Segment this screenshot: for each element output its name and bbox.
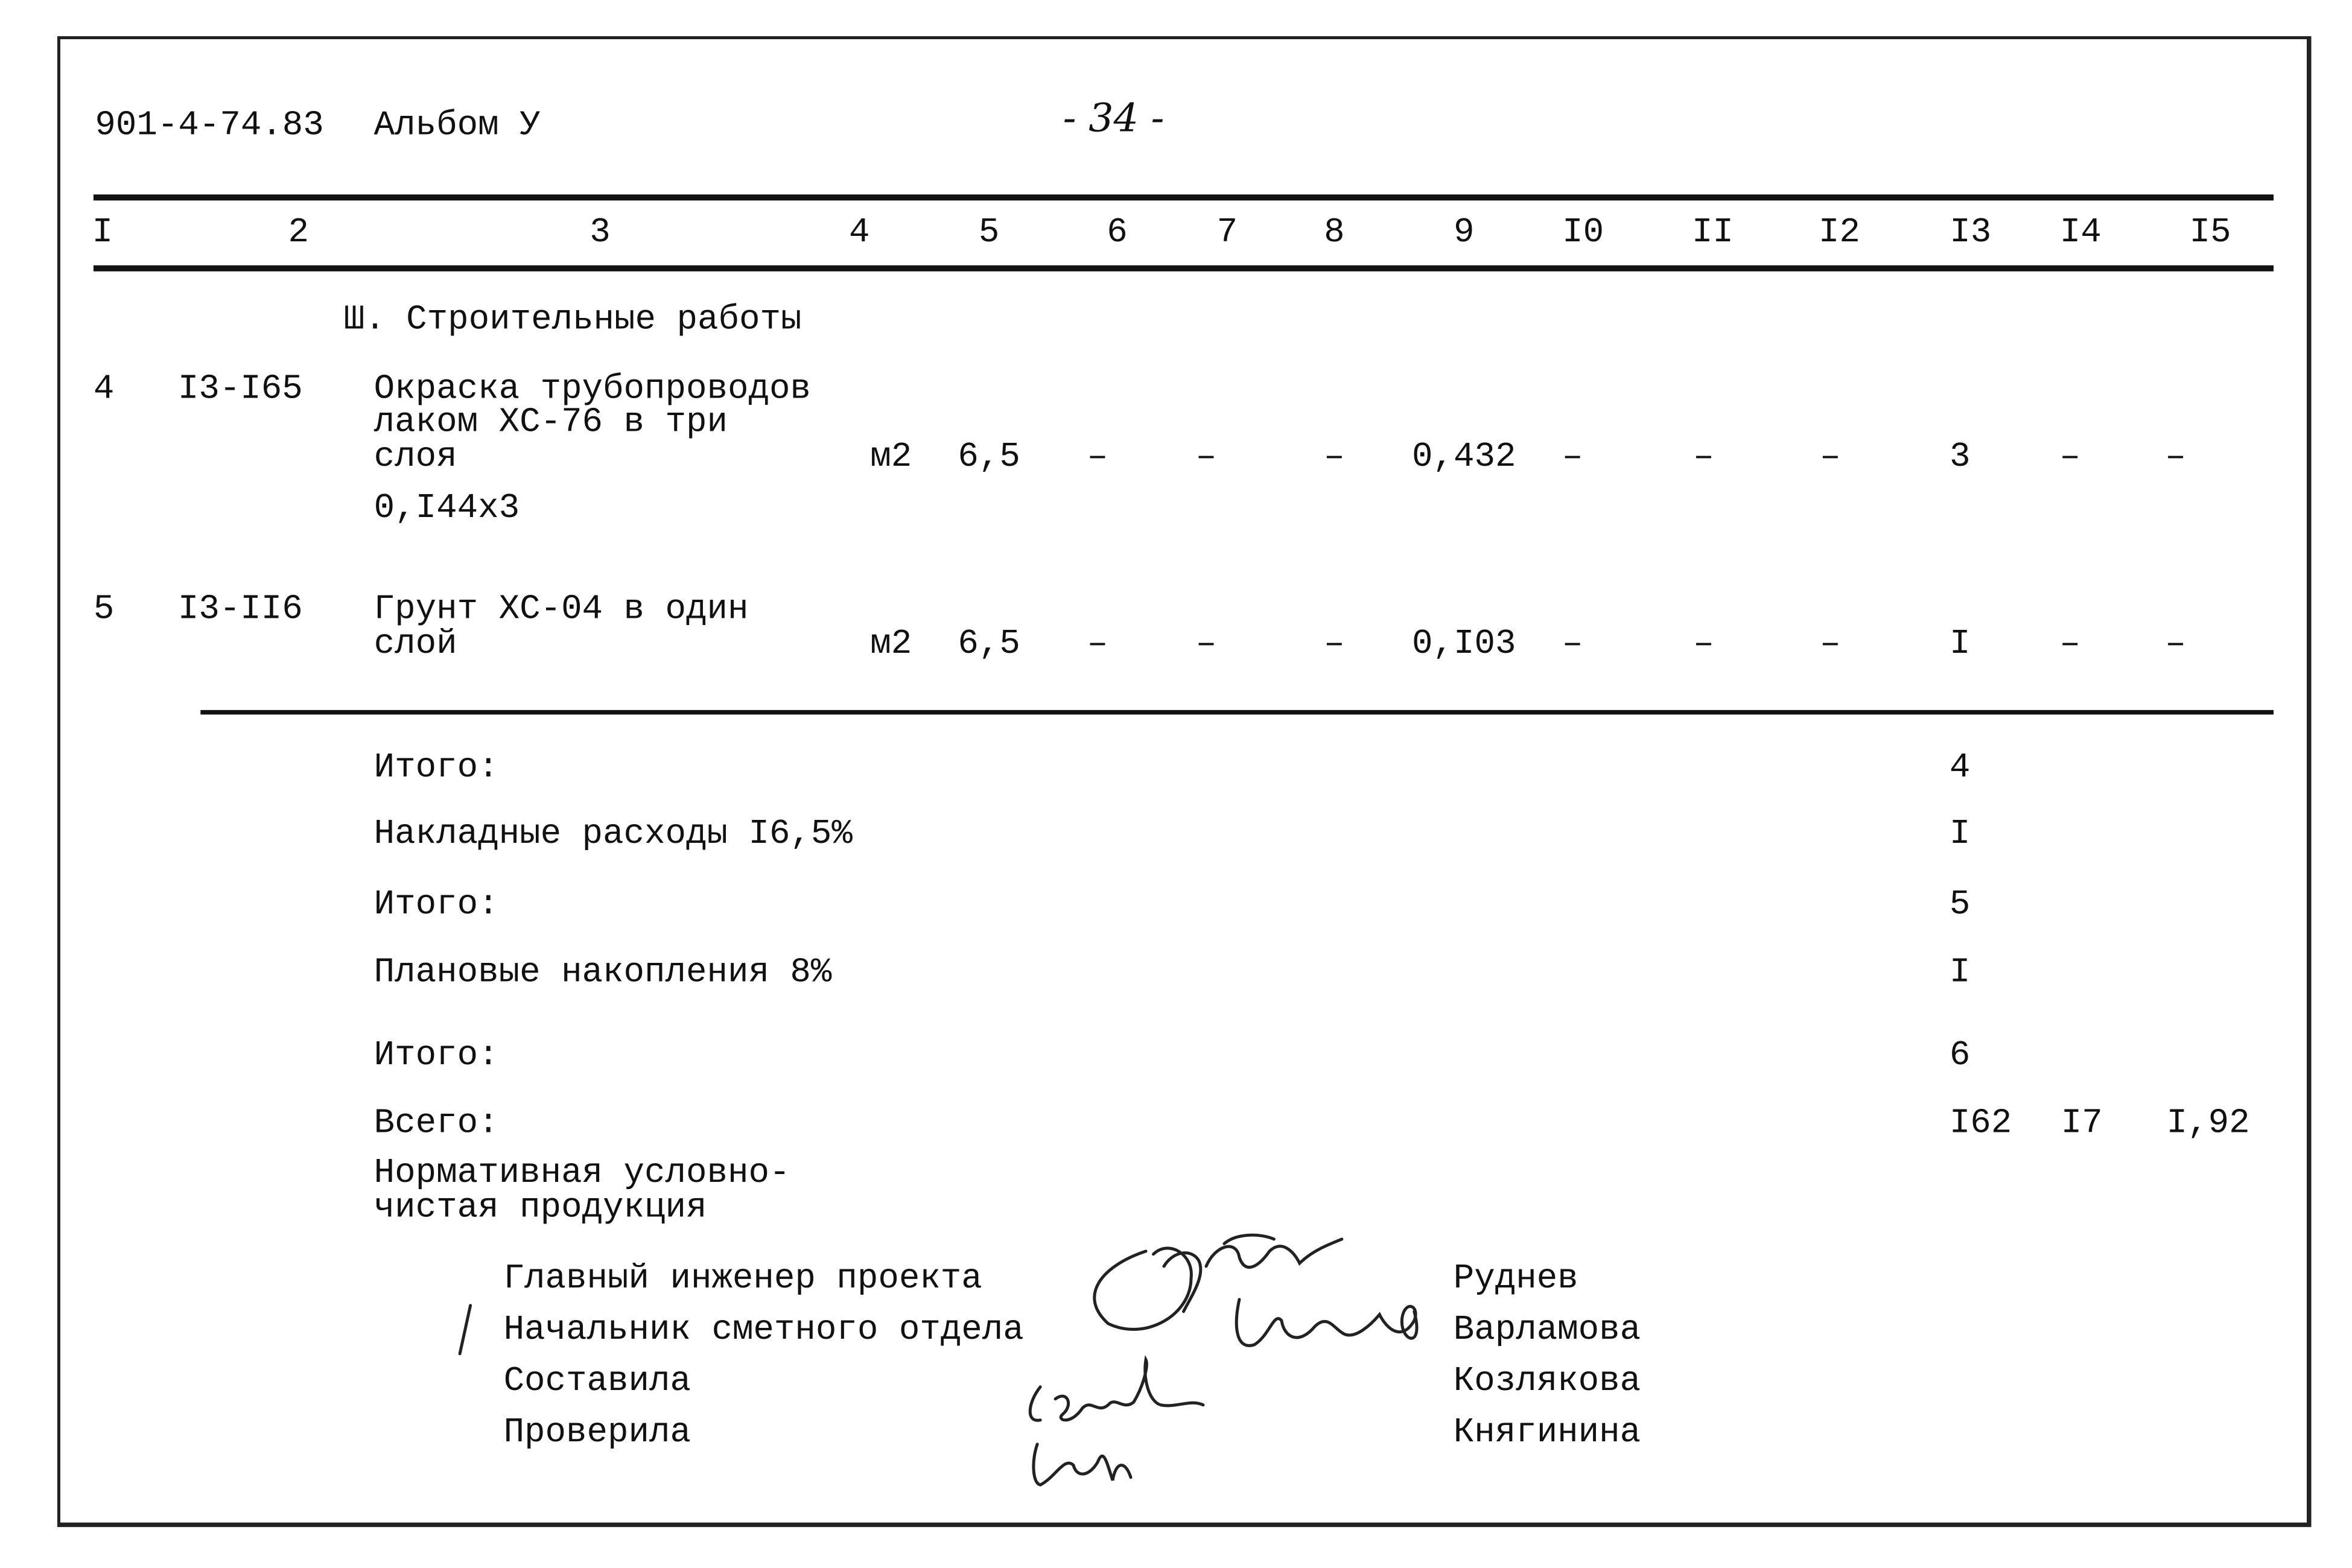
doc-code: 901-4-74.83 bbox=[95, 105, 324, 145]
value-cell: – bbox=[1562, 437, 1583, 477]
signature bbox=[1034, 1444, 1131, 1485]
value-cell: 3 bbox=[1950, 437, 1971, 477]
unit-cell: м2 bbox=[870, 624, 912, 664]
description-line: лаком ХС-76 в три bbox=[373, 402, 728, 442]
column-number: 6 bbox=[1107, 212, 1128, 252]
column-number: I5 bbox=[2189, 212, 2231, 252]
signature bbox=[1095, 1235, 1342, 1329]
signature-role: Начальник сметного отдела bbox=[503, 1310, 1024, 1350]
signature bbox=[1236, 1300, 1417, 1346]
column-number: 3 bbox=[590, 212, 611, 252]
totals-value: I bbox=[1949, 953, 1971, 992]
signature-name: Козлякова bbox=[1453, 1361, 1641, 1401]
totals-value: I,92 bbox=[2166, 1103, 2250, 1143]
value-cell: – bbox=[2165, 624, 2186, 664]
column-number: I bbox=[92, 212, 113, 252]
column-number: I3 bbox=[1950, 212, 1992, 252]
value-cell: – bbox=[1693, 437, 1714, 477]
value-cell: – bbox=[1195, 624, 1217, 664]
signature-role: Главный инженер проекта bbox=[503, 1259, 982, 1298]
value-cell: 0,432 bbox=[1412, 437, 1516, 477]
totals-value: I7 bbox=[2061, 1103, 2103, 1143]
row-number: 4 bbox=[93, 369, 115, 409]
signature-name: Руднев bbox=[1453, 1259, 1578, 1298]
value-cell: – bbox=[2165, 437, 2186, 477]
value-cell: – bbox=[1195, 437, 1217, 477]
signature bbox=[1030, 1360, 1203, 1420]
value-cell: – bbox=[1562, 624, 1583, 664]
value-cell: – bbox=[1693, 624, 1714, 664]
totals-value: 6 bbox=[1949, 1035, 1971, 1075]
value-cell: – bbox=[2059, 624, 2080, 664]
totals-label: Накладные расходы I6,5% bbox=[373, 814, 853, 854]
column-number: 2 bbox=[288, 212, 309, 252]
unit-cell: м2 bbox=[870, 437, 912, 477]
norm-code: I3-II6 bbox=[177, 589, 303, 629]
signature-role: Составила bbox=[503, 1361, 691, 1401]
column-number: I0 bbox=[1562, 212, 1604, 252]
totals-value: 5 bbox=[1949, 884, 1971, 924]
quantity-cell: 6,5 bbox=[958, 624, 1020, 664]
album-label: Альбом У bbox=[373, 105, 541, 145]
column-number: I4 bbox=[2059, 212, 2102, 252]
column-number: I2 bbox=[1818, 212, 1860, 252]
description-line: слоя bbox=[373, 437, 457, 477]
column-number: II bbox=[1692, 212, 1734, 252]
totals-label: Итого: bbox=[373, 884, 499, 924]
page-number: - 34 - bbox=[1063, 96, 1165, 142]
value-cell: I bbox=[1950, 624, 1971, 664]
row-number: 5 bbox=[93, 589, 115, 629]
totals-label: Нормативная условно- bbox=[373, 1153, 790, 1193]
value-cell: – bbox=[1087, 624, 1108, 664]
signature-name: Княгинина bbox=[1453, 1412, 1641, 1452]
section-title: Ш. Строительные работы bbox=[343, 300, 802, 340]
value-cell: – bbox=[1324, 437, 1345, 477]
signature bbox=[460, 1306, 470, 1354]
column-number: 5 bbox=[978, 212, 1000, 252]
value-cell: – bbox=[1087, 437, 1108, 477]
description-line: Грунт ХС-04 в один bbox=[373, 589, 749, 629]
totals-label: Всего: bbox=[373, 1103, 499, 1143]
norm-code: I3-I65 bbox=[177, 369, 303, 409]
column-number: 7 bbox=[1216, 212, 1238, 252]
totals-value: I bbox=[1949, 814, 1971, 854]
value-cell: – bbox=[1820, 624, 1841, 664]
totals-label: чистая продукция bbox=[373, 1187, 707, 1227]
column-number: 8 bbox=[1324, 212, 1345, 252]
totals-value: I62 bbox=[1949, 1103, 2012, 1143]
totals-label: Итого: bbox=[373, 1035, 499, 1075]
description-line: Окраска трубопроводов bbox=[373, 369, 811, 409]
value-cell: – bbox=[1324, 624, 1345, 664]
signature-name: Варламова bbox=[1453, 1310, 1641, 1350]
value-cell: – bbox=[1820, 437, 1841, 477]
description-line: слой bbox=[373, 624, 457, 664]
quantity-cell: 6,5 bbox=[958, 437, 1020, 477]
totals-value: 4 bbox=[1949, 747, 1971, 787]
value-cell: 0,I03 bbox=[1412, 624, 1516, 664]
value-cell: – bbox=[2059, 437, 2080, 477]
column-number: 9 bbox=[1453, 212, 1475, 252]
signature-role: Проверила bbox=[503, 1412, 691, 1452]
totals-label: Плановые накопления 8% bbox=[373, 953, 832, 992]
totals-label: Итого: bbox=[373, 747, 499, 787]
column-number: 4 bbox=[849, 212, 870, 252]
calc-note: 0,I44x3 bbox=[373, 488, 520, 528]
